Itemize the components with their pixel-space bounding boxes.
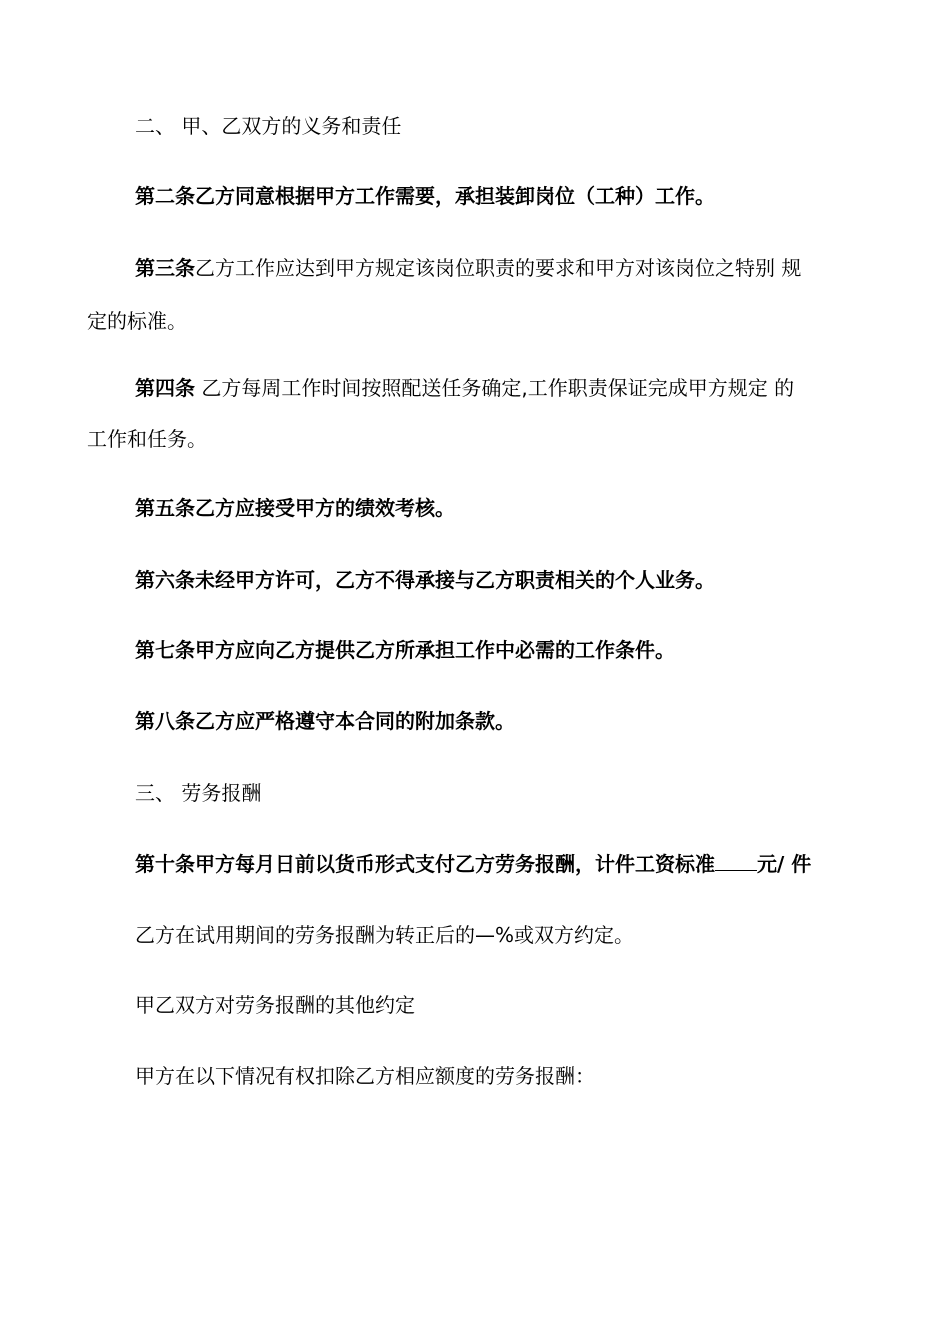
article-3-line-2: 定的标准。 xyxy=(87,309,187,333)
article-4-line-2: 工作和任务。 xyxy=(87,427,207,451)
piece-rate-blank xyxy=(715,852,757,871)
probation-remuneration: 乙方在试用期间的劳务报酬为转正后的—%或双方约定。 xyxy=(135,923,635,947)
article-10-text: 第十条甲方每月日前以货币形式支付乙方劳务报酬，计件工资标准 xyxy=(135,852,715,876)
article-10-unit: 元/ 件 xyxy=(757,852,812,876)
section-heading-remuneration: 三、 劳务报酬 xyxy=(135,781,262,805)
section-heading-obligations: 二、 甲、乙双方的义务和责任 xyxy=(135,114,402,138)
deduction-conditions: 甲方在以下情况有权扣除乙方相应额度的劳务报酬： xyxy=(135,1064,595,1088)
article-8: 第八条乙方应严格遵守本合同的附加条款。 xyxy=(135,709,515,733)
article-2: 第二条乙方同意根据甲方工作需要，承担装卸岗位（工种）工作。 xyxy=(135,184,715,208)
article-5: 第五条乙方应接受甲方的绩效考核。 xyxy=(135,496,455,520)
other-remuneration-agreement: 甲乙双方对劳务报酬的其他约定 xyxy=(135,993,415,1017)
article-3-line-1 xyxy=(135,254,801,282)
article-7: 第七条甲方应向乙方提供乙方所承担工作中必需的工作条件。 xyxy=(135,638,675,662)
article-3-label: 第三条 xyxy=(135,256,195,280)
article-10 xyxy=(135,850,811,878)
article-4-line-1 xyxy=(135,374,794,402)
article-4-text: 乙方每周工作时间按照配送任务确定,工作职责保证完成甲方规定 的 xyxy=(195,376,795,400)
article-6: 第六条未经甲方许可，乙方不得承接与乙方职责相关的个人业务。 xyxy=(135,568,715,592)
article-4-label: 第四条 xyxy=(135,376,195,400)
article-3-text: 乙方工作应达到甲方规定该岗位职责的要求和甲方对该岗位之特别 规 xyxy=(195,256,802,280)
